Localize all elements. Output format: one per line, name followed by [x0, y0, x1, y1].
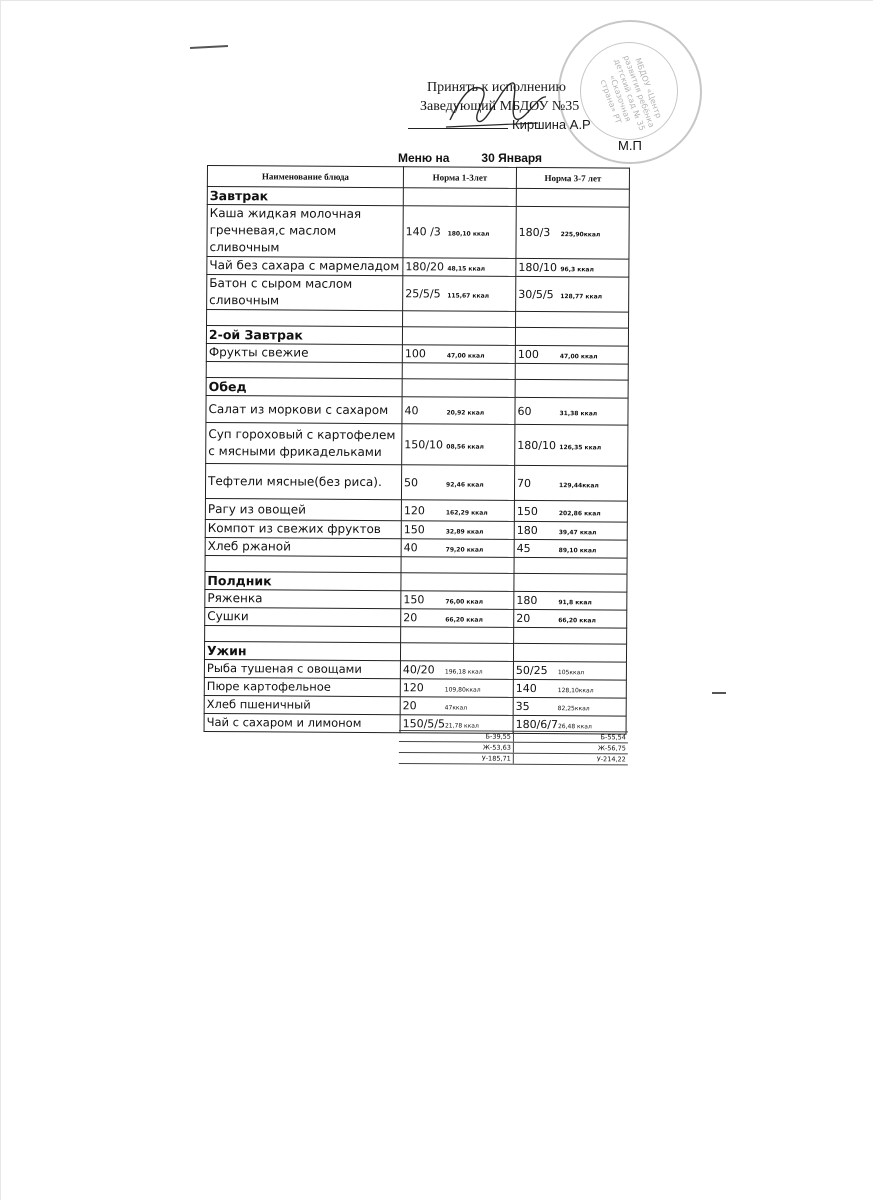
portion-grams: 40: [403, 541, 418, 555]
portion-grams: 50: [404, 475, 419, 489]
portion-grams: 150: [516, 504, 538, 518]
empty-cell: [402, 379, 515, 398]
dish-name: Суп гороховый с картофелем с мясными фрикадельками: [206, 422, 402, 464]
portion-grams: 20: [516, 611, 531, 625]
portion-kcal: 109,80ккал: [444, 686, 481, 694]
portion-kcal: 115,67 ккал: [447, 291, 490, 300]
portion-grams: 140 /3: [405, 225, 441, 239]
portion-kcal: 91,8 ккал: [558, 599, 592, 607]
portion-norm-1-3: [401, 539, 514, 558]
section-title: Завтрак: [207, 187, 403, 206]
portion-grams: 25/5/5: [405, 286, 441, 300]
portion-kcal: 48,15 ккал: [447, 265, 486, 273]
portion-norm-3-7: [514, 465, 627, 501]
approval-signature-line: [408, 117, 591, 134]
portion-grams: 70: [517, 476, 532, 490]
dish-row: [206, 422, 628, 466]
portion-kcal: 26,48 ккал: [557, 723, 592, 731]
portion-norm-1-3: [401, 465, 514, 501]
dish-name: Тефтели мясные(без риса).: [205, 463, 401, 499]
portion-norm-3-7: [513, 697, 626, 716]
dish-name: Ряженка: [205, 589, 401, 608]
menu-date: 30 Января: [481, 151, 543, 165]
portion-grams: 45: [516, 541, 531, 555]
portion-kcal: 162,29 ккал: [445, 508, 488, 517]
dish-row: [204, 695, 626, 716]
portion-grams: 150: [403, 593, 425, 607]
portion-kcal: 96,3 ккал: [560, 266, 594, 274]
empty-cell: [205, 625, 401, 642]
portion-grams: 120: [403, 503, 425, 517]
dish-row: [205, 463, 627, 501]
portion-kcal: 47,00 ккал: [446, 352, 485, 360]
dish-row: [207, 257, 629, 278]
portion-grams: 180/3: [518, 225, 551, 240]
dish-name: Чай без сахара с мармеладом: [207, 257, 403, 276]
portion-kcal: 202,86 ккал: [558, 509, 601, 517]
header-norm-1-3: Норма 1-3лет: [403, 167, 516, 189]
dish-row: [205, 537, 627, 558]
nutrient-total: У-185,71: [399, 752, 514, 764]
dish-row: [205, 519, 627, 540]
nutrient-totals: [399, 730, 628, 765]
portion-norm-3-7: [514, 500, 627, 522]
dish-name: Батон с сыром маслом сливочным: [207, 275, 403, 311]
empty-cell: [206, 361, 402, 378]
dish-row: [204, 659, 626, 680]
portion-grams: 100: [517, 347, 539, 362]
portion-grams: 60: [517, 404, 532, 418]
empty-cell: [401, 573, 514, 592]
portion-norm-1-3: [403, 276, 516, 312]
empty-cell: [514, 627, 627, 644]
portion-grams: 120: [402, 681, 424, 695]
portion-grams: 140: [515, 681, 537, 696]
portion-norm-3-7: [513, 661, 626, 680]
portion-norm-3-7: [515, 345, 628, 364]
portion-kcal: 225,90ккал: [560, 231, 601, 239]
portion-norm-1-3: [401, 500, 514, 522]
portion-grams: 180: [516, 523, 538, 538]
dish-name: Компот из свежих фруктов: [205, 519, 401, 538]
header-norm-3-7: Норма 3-7 лет: [516, 167, 629, 189]
portion-norm-1-3: [401, 591, 514, 610]
portion-grams: 180/10: [517, 438, 557, 452]
portion-norm-3-7: [514, 591, 627, 610]
header-dish: Наименование блюда: [207, 166, 403, 188]
portion-grams: 150/10: [404, 437, 444, 451]
dish-name: Сушки: [205, 607, 401, 626]
portion-grams: 180/20: [405, 260, 445, 274]
menu-table: [204, 165, 630, 735]
empty-cell: [402, 327, 515, 346]
section-title: Ужин: [204, 641, 400, 660]
portion-grams: 100: [404, 347, 426, 361]
nutrient-total: Б-55,54: [513, 731, 628, 743]
empty-cell: [400, 643, 513, 662]
empty-cell: [402, 363, 515, 380]
portion-norm-3-7: [515, 424, 628, 466]
portion-norm-1-3: [402, 345, 515, 364]
menu-title: [398, 151, 542, 165]
portion-norm-1-3: [400, 661, 513, 680]
section-title: Полдник: [205, 571, 401, 590]
empty-cell: [401, 557, 514, 574]
portion-kcal: 196,18 ккал: [444, 668, 483, 676]
portion-kcal: 79,20 ккал: [445, 546, 484, 554]
header-row: [207, 166, 629, 190]
pen-mark-right: [712, 692, 726, 694]
portion-grams: 150/5/5: [402, 717, 446, 731]
portion-kcal: 92,46 ккал: [446, 480, 484, 489]
dish-row: [205, 498, 627, 522]
portion-norm-3-7: [514, 521, 627, 540]
dish-name: Фрукты свежие: [206, 343, 402, 362]
dish-row: [206, 343, 628, 364]
nutrient-total: Б-39,55: [399, 731, 514, 743]
portion-kcal: 129,44ккал: [559, 481, 599, 489]
empty-cell: [205, 555, 401, 572]
portion-grams: 150: [403, 523, 425, 537]
empty-cell: [513, 643, 626, 662]
portion-kcal: 47ккал: [444, 704, 468, 712]
portion-kcal: 20,92 ккал: [446, 408, 485, 417]
portion-norm-1-3: [403, 258, 516, 277]
dish-name: Рыба тушеная с овощами: [204, 659, 400, 678]
portion-grams: 180/10: [518, 260, 558, 275]
portion-norm-3-7: [514, 539, 627, 558]
portion-norm-3-7: [516, 258, 629, 277]
portion-norm-1-3: [402, 424, 515, 466]
dish-name: Хлеб пшеничный: [204, 695, 400, 714]
dish-row: [207, 205, 629, 260]
portion-grams: 35: [515, 699, 530, 713]
portion-norm-3-7: [514, 609, 627, 628]
dish-name: Чай с сахаром и лимоном: [204, 713, 400, 732]
empty-cell: [516, 188, 629, 207]
dish-name: Рагу из овощей: [205, 498, 401, 520]
portion-kcal: 126,35 ккал: [559, 443, 602, 451]
head-name: Киршина А.Р: [512, 117, 591, 132]
portion-kcal: 66,20 ккал: [558, 617, 596, 625]
portion-grams: 30/5/5: [518, 287, 554, 301]
portion-grams: 180/6/7: [515, 717, 559, 732]
dish-row: [207, 275, 629, 313]
portion-kcal: 89,10 ккал: [558, 547, 597, 555]
portion-norm-1-3: [401, 521, 514, 540]
dish-row: [204, 677, 626, 698]
nutrient-total: Ж-56,75: [513, 742, 628, 754]
nutrient-total: У-214,22: [513, 753, 628, 765]
menu-title-label: Меню на: [398, 151, 450, 165]
nutrient-total: Ж-53,63: [399, 741, 514, 753]
seal-text: МБДОУ «Центр развития ребёнка детский сад № 35 «Сказочная страна» РТ: [598, 54, 664, 132]
approval-line2: Заведующий МБДОУ №35: [420, 99, 580, 114]
portion-grams: 20: [402, 699, 417, 713]
portion-grams: 180: [516, 593, 538, 608]
portion-grams: 20: [403, 611, 418, 625]
portion-norm-3-7: [516, 206, 629, 259]
portion-kcal: 31,38 ккал: [559, 409, 598, 417]
portion-kcal: 21,78 ккал: [444, 722, 479, 730]
portion-norm-1-3: [400, 697, 513, 716]
empty-cell: [403, 311, 516, 328]
portion-norm-3-7: [515, 397, 628, 425]
empty-cell: [207, 310, 403, 327]
portion-norm-3-7: [516, 276, 629, 312]
empty-cell: [514, 573, 627, 592]
portion-grams: 40/20: [402, 663, 435, 677]
dish-name: Салат из моркови с сахаром: [206, 395, 402, 423]
empty-cell: [515, 363, 628, 380]
totals-row: [399, 752, 628, 764]
empty-cell: [515, 379, 628, 398]
portion-kcal: 128,10ккал: [557, 687, 594, 695]
portion-kcal: 32,89 ккал: [445, 528, 484, 536]
section-title: 2-ой Завтрак: [206, 326, 402, 345]
dish-name: Каша жидкая молочная гречневая,с маслом сливочным: [207, 205, 403, 258]
stamp-place-label: М.П: [618, 138, 642, 153]
empty-cell: [514, 557, 627, 574]
portion-norm-1-3: [402, 397, 515, 425]
empty-cell: [403, 188, 516, 207]
dish-name: Хлеб ржаной: [205, 537, 401, 556]
portion-kcal: 128,77 ккал: [560, 292, 603, 300]
portion-norm-3-7: [513, 679, 626, 698]
portion-norm-1-3: [401, 609, 514, 628]
dish-name: Пюре картофельное: [204, 677, 400, 696]
portion-grams: 50/25: [515, 663, 548, 678]
portion-kcal: 08,56 ккал: [446, 442, 484, 451]
section-title: Обед: [206, 377, 402, 396]
portion-kcal: 76,00 ккал: [445, 598, 484, 606]
empty-cell: [401, 627, 514, 644]
empty-cell: [515, 327, 628, 346]
portion-kcal: 39,47 ккал: [558, 529, 597, 537]
portion-norm-1-3: [400, 679, 513, 698]
portion-kcal: 82,25ккал: [557, 705, 590, 713]
approval-line1: Принять к исполнению: [427, 80, 566, 95]
portion-kcal: 47,00 ккал: [559, 353, 598, 361]
portion-kcal: 66,20 ккал: [445, 616, 483, 624]
dish-row: [206, 395, 628, 425]
empty-cell: [516, 311, 629, 328]
portion-kcal: 105ккал: [557, 669, 585, 677]
portion-norm-1-3: [403, 206, 516, 259]
portion-kcal: 180,10 ккал: [447, 230, 490, 238]
portion-grams: 40: [404, 403, 419, 417]
